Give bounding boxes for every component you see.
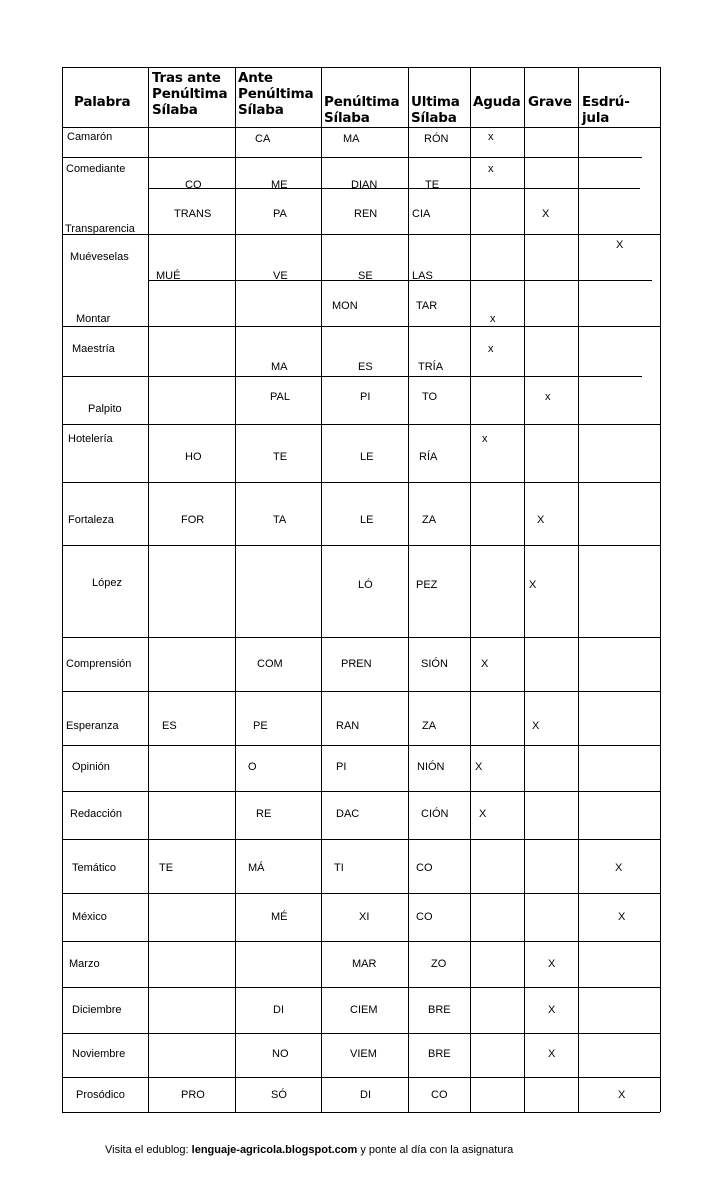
header-grave: Grave [528,94,572,110]
penultima-cell: LE [360,451,374,463]
ante-penultima-cell: PAL [270,391,290,403]
ultima-cell: CO [416,862,433,874]
grave-cell: X [548,1048,556,1060]
esdrujula-cell: X [616,239,624,251]
ante-penultima-cell: MA [271,361,288,373]
word-cell: Comediante [66,163,126,175]
footer-suffix: y ponte al día con la asignatura [360,1144,514,1156]
ante-penultima-cell: CA [255,133,271,145]
tras-ante-penultima-cell: PRO [181,1089,205,1101]
penultima-cell: ES [358,361,373,373]
ante-penultima-cell: NO [272,1048,289,1060]
aguda-cell: x [482,433,488,445]
col-divider [321,67,322,1112]
penultima-cell: SE [358,270,373,282]
tras-ante-penultima-cell: ES [162,720,177,732]
ante-penultima-cell: DI [273,1004,284,1016]
blog-link[interactable]: lenguaje-agricola.blogspot.com [191,1144,358,1156]
word-cell: López [92,577,122,589]
word-cell: Fortaleza [68,514,114,526]
grave-cell: x [545,391,551,403]
word-cell: Palpito [88,403,122,415]
word-cell: Marzo [69,958,100,970]
word-cell: Comprensión [66,658,132,670]
col-divider [408,67,409,1112]
row-separator [62,376,642,377]
col-divider [235,67,236,1112]
penultima-cell: MAR [352,958,377,970]
ultima-cell: BRE [428,1004,451,1016]
penultima-cell: PI [336,761,347,773]
row-separator [62,157,642,158]
grave-cell: X [532,720,540,732]
header-palabra: Palabra [74,94,131,110]
ante-penultima-cell: TA [273,514,287,526]
ante-penultima-cell: VE [273,270,288,282]
ultima-cell: CIÓN [421,808,449,820]
word-cell: Maestría [72,343,115,355]
esdrujula-cell: X [615,862,623,874]
ultima-cell: TRÍA [418,361,444,373]
word-cell: Prosódico [76,1089,125,1101]
ultima-cell: LAS [412,270,433,282]
row-separator [62,691,660,692]
grave-cell: X [548,1004,556,1016]
word-cell: Muéveselas [70,251,129,263]
aguda-cell: X [475,761,483,773]
row-separator [62,1077,660,1078]
ultima-cell: RÍA [419,451,438,463]
word-cell: Temático [72,862,117,874]
tras-ante-penultima-cell: TE [159,862,174,874]
word-cell: Hotelería [68,433,113,445]
ante-penultima-cell: ME [271,179,288,191]
ultima-cell: CIA [412,208,431,220]
row-separator [148,188,640,189]
col-divider [524,67,525,1112]
header-penultima: Penúltima Sílaba [324,94,400,126]
word-cell: Opinión [72,761,110,773]
row-separator [62,893,660,894]
header-aguda: Aguda [473,94,521,110]
aguda-cell: X [481,658,489,670]
col-divider [148,67,149,1112]
row-separator [62,127,660,128]
col-divider [470,67,471,1112]
ultima-cell: BRE [428,1048,451,1060]
penultima-cell: DAC [336,808,360,820]
ante-penultima-cell: COM [257,658,283,670]
row-separator [62,234,660,235]
word-cell: Esperanza [66,720,119,732]
penultima-cell: XI [359,911,370,923]
penultima-cell: LÓ [358,579,373,591]
word-cell: Montar [76,313,111,325]
grave-cell: X [542,208,550,220]
penultima-cell: RAN [336,720,360,732]
tras-ante-penultima-cell: FOR [181,514,205,526]
aguda-cell: x [488,343,494,355]
row-separator [62,839,660,840]
word-cell: Diciembre [72,1004,122,1016]
ultima-cell: CO [431,1089,448,1101]
row-separator [62,941,660,942]
ultima-cell: ZA [422,720,437,732]
ultima-cell: NIÓN [417,761,445,773]
row-separator [62,637,660,638]
penultima-cell: DI [360,1089,371,1101]
row-separator [62,987,660,988]
tras-ante-penultima-cell: MUÉ [156,270,181,282]
esdrujula-cell: X [618,1089,626,1101]
penultima-cell: PREN [341,658,372,670]
ultima-cell: SIÓN [421,658,448,670]
ultima-cell: TO [422,391,438,403]
table-right-border [660,67,661,1112]
word-cell: Camarón [67,131,113,143]
ultima-cell: TAR [416,300,438,312]
ante-penultima-cell: TE [273,451,288,463]
row-separator [62,1033,660,1034]
header-esdrujula: Esdrú- jula [582,94,630,126]
word-cell: Noviembre [72,1048,126,1060]
aguda-cell: x [488,163,494,175]
penultima-cell: MON [332,300,358,312]
row-separator [62,791,660,792]
header-tras-ante-penultima: Tras ante Penúltima Sílaba [152,70,228,118]
row-separator [62,326,660,327]
page-footer [105,1144,513,1156]
row-separator [62,424,660,425]
ante-penultima-cell: PA [273,208,287,220]
table-left-border [62,67,63,1112]
header-ultima: Ultima Sílaba [411,94,460,126]
grave-cell: X [548,958,556,970]
penultima-cell: VIEM [350,1048,377,1060]
word-cell: Redacción [70,808,122,820]
ante-penultima-cell: O [248,761,257,773]
aguda-cell: X [479,808,487,820]
ultima-cell: CO [416,911,433,923]
word-cell: México [72,911,107,923]
tras-ante-penultima-cell: HO [185,451,202,463]
table-top-border [62,67,660,68]
penultima-cell: PI [360,391,371,403]
table-bottom-border [62,1112,660,1113]
ultima-cell: PEZ [416,579,438,591]
row-separator [62,545,660,546]
penultima-cell: DIAN [351,179,378,191]
ante-penultima-cell: PE [253,720,268,732]
esdrujula-cell: X [618,911,626,923]
penultima-cell: CIEM [350,1004,378,1016]
row-separator [62,745,660,746]
tras-ante-penultima-cell: CO [185,179,202,191]
aguda-cell: x [490,313,496,325]
ante-penultima-cell: SÓ [271,1089,287,1101]
ante-penultima-cell: RE [256,808,272,820]
col-divider [578,67,579,1112]
ultima-cell: ZA [422,514,437,526]
footer-prefix: Visita el edublog: [105,1144,189,1156]
penultima-cell: TI [334,862,344,874]
ante-penultima-cell: MÉ [271,911,288,923]
ultima-cell: ZO [431,958,447,970]
aguda-cell: x [488,131,494,143]
row-separator [148,280,652,281]
word-cell: Transparencia [65,223,135,235]
ultima-cell: TE [425,179,440,191]
ultima-cell: RÓN [424,133,449,145]
penultima-cell: REN [354,208,378,220]
ante-penultima-cell: MÁ [248,862,265,874]
grave-cell: X [529,579,537,591]
grave-cell: X [537,514,545,526]
tras-ante-penultima-cell: TRANS [174,208,212,220]
penultima-cell: LE [360,514,374,526]
header-ante-penultima: Ante Penúltima Sílaba [238,70,314,118]
row-separator [62,482,660,483]
penultima-cell: MA [343,133,360,145]
